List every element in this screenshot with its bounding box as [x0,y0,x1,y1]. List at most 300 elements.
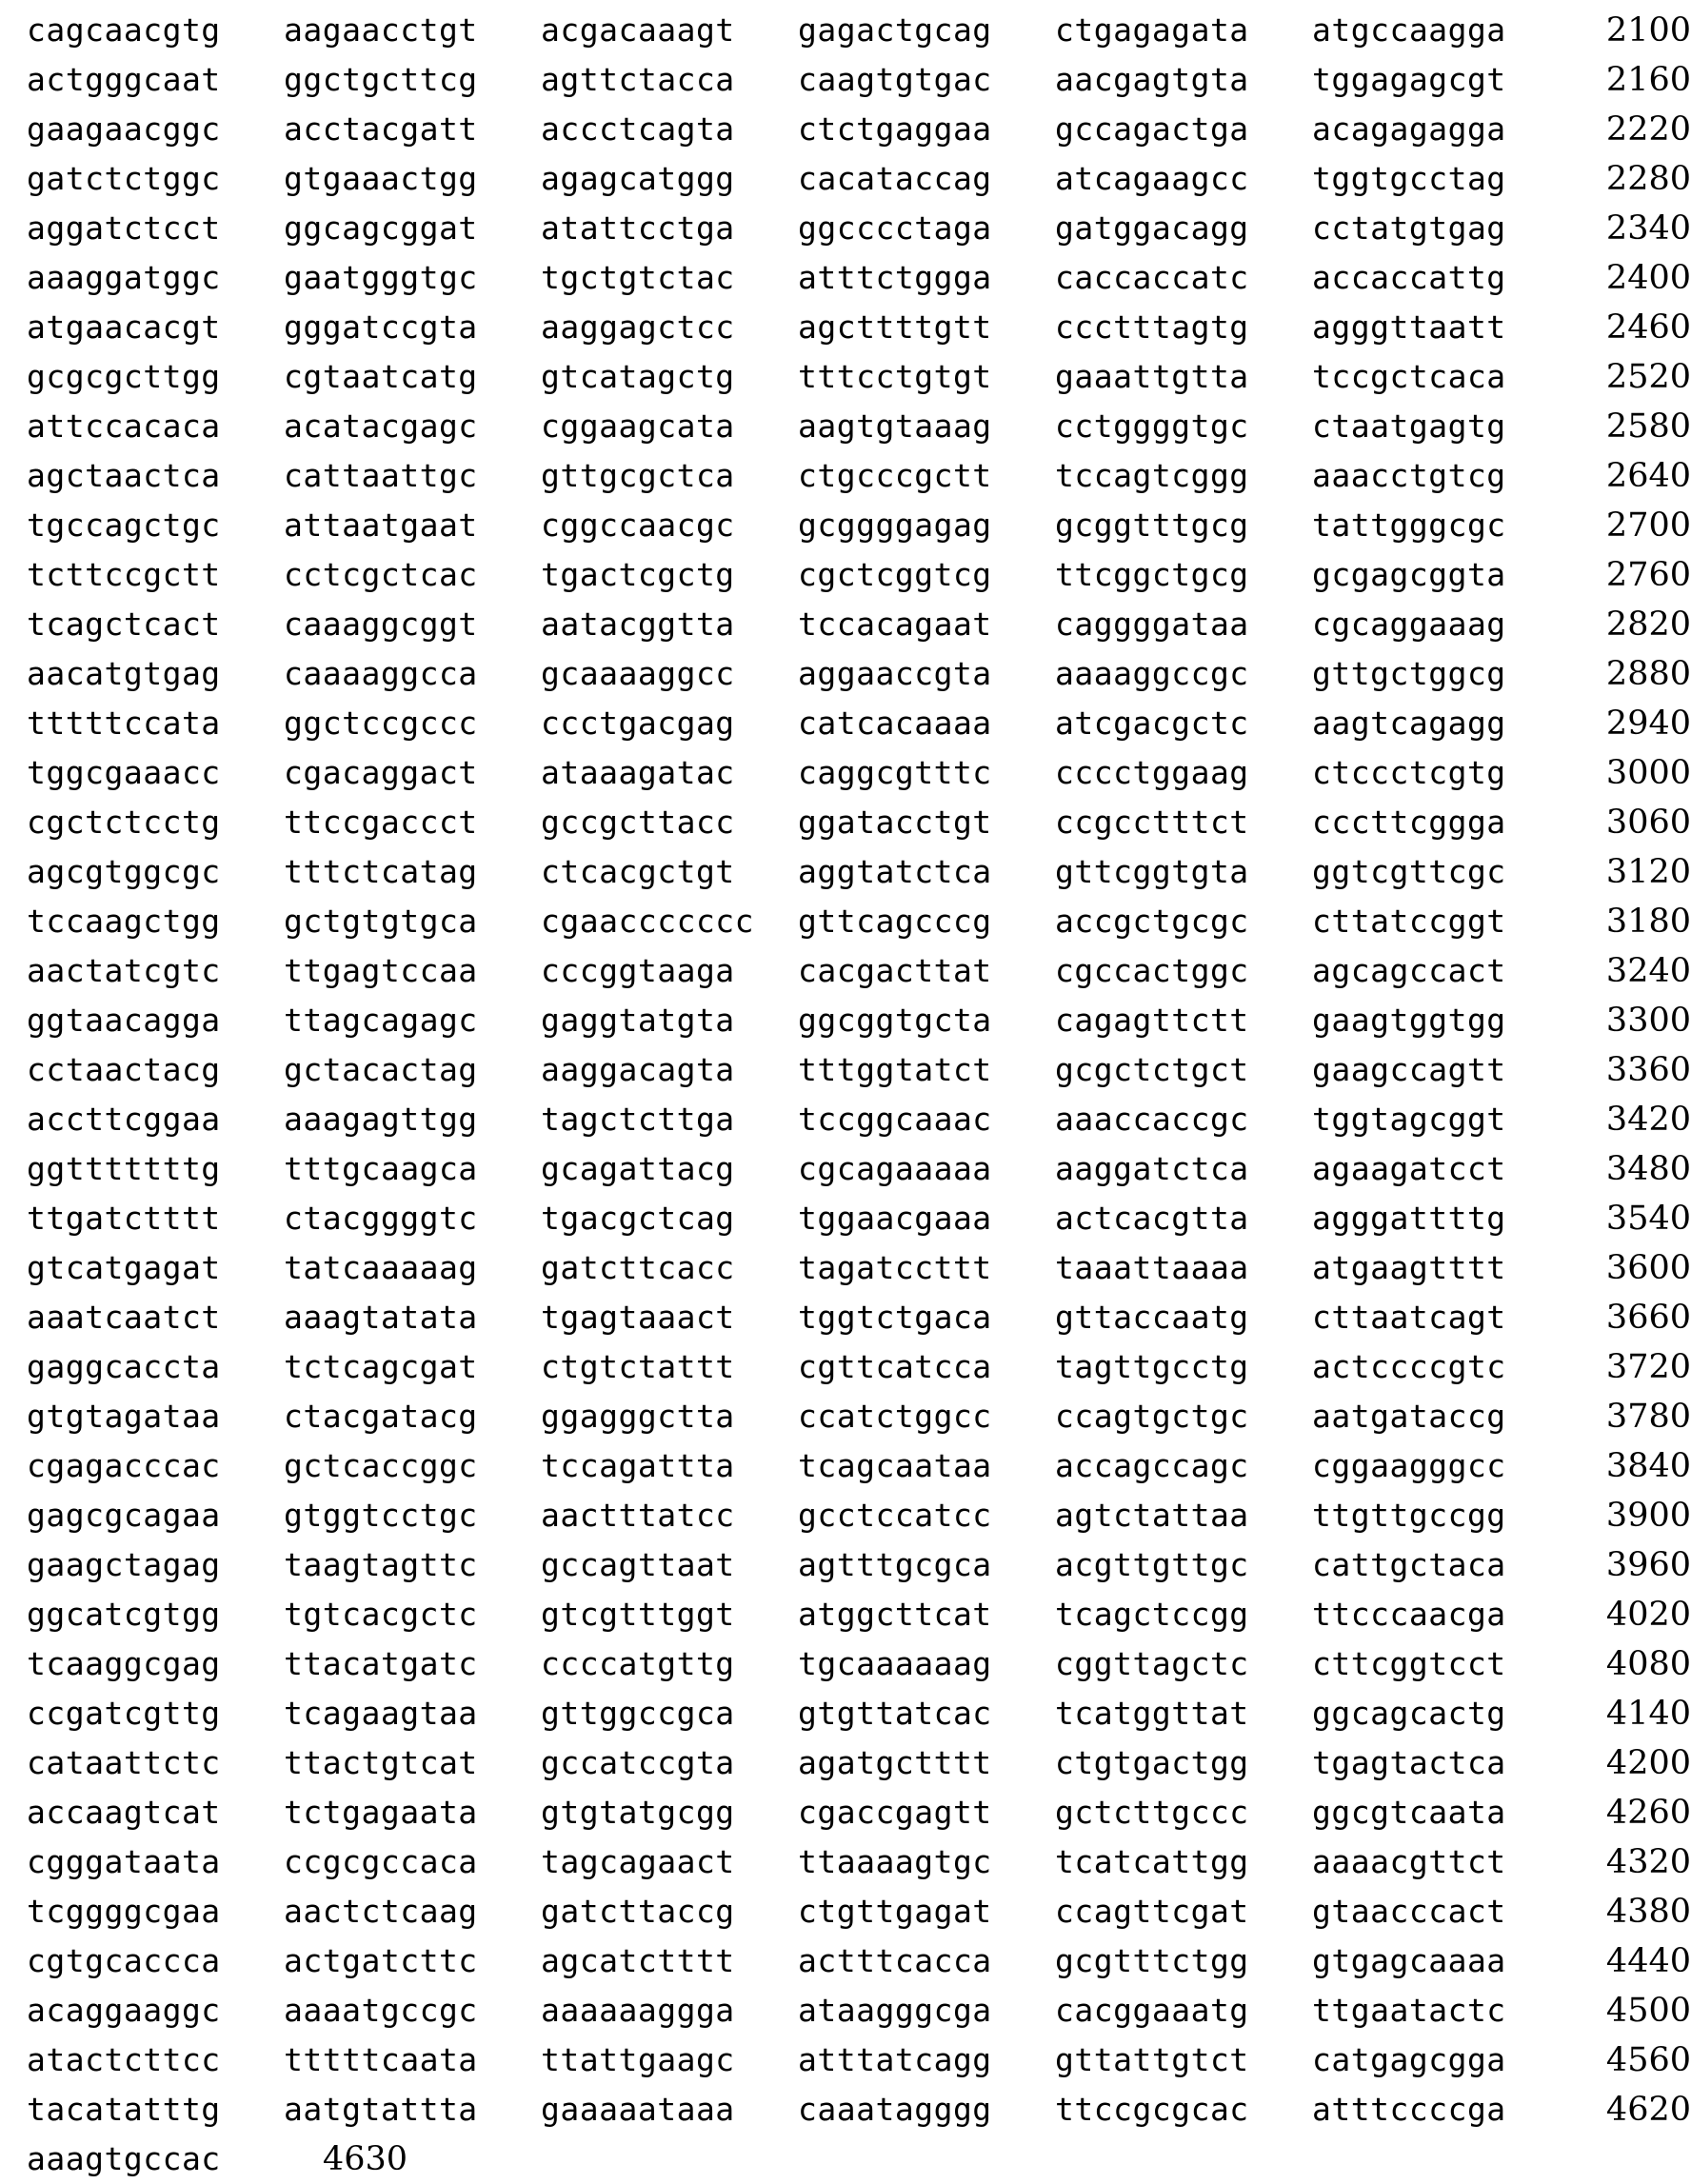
sequence-block: aaaaaaggga [541,1992,735,2029]
sequence-blocks [27,1293,1569,1342]
sequence-block: ctccctcgtg [1312,754,1506,791]
sequence-block: ggatacctgt [798,804,992,841]
sequence-block: gggatccgta [284,308,478,346]
sequence-block: tttctcatag [284,853,478,890]
sequence-coordinate: 4020 [1605,1596,1691,1634]
sequence-block: cctaactacg [27,1051,221,1088]
sequence-block: tggaacgaaa [798,1200,992,1237]
sequence-block: acagagagga [1312,110,1506,148]
sequence-block: cgcagaaaaa [798,1150,992,1187]
sequence-block: tgactcgctg [541,556,735,593]
sequence-block: ggctgcttcg [284,61,478,98]
sequence-block: tccagtcggg [1055,457,1249,494]
sequence-coordinate: 2940 [1605,705,1691,743]
sequence-line [0,303,1691,352]
sequence-block: ggcagcactg [1312,1695,1506,1732]
sequence-coordinate: 2880 [1605,655,1691,693]
sequence-block: tcagcaataa [798,1447,992,1484]
sequence-coordinate: 4440 [1605,1942,1691,1980]
sequence-block: gtcatagctg [541,358,735,395]
sequence-line [0,1689,1691,1738]
sequence-blocks [27,946,1569,996]
sequence-block: aaggatctca [1055,1150,1249,1187]
sequence-block: tgctgtctac [541,259,735,296]
sequence-coordinate: 2640 [1605,457,1691,495]
sequence-blocks [27,1491,1569,1540]
sequence-block: ataaagatac [541,754,735,791]
sequence-block: tagctcttga [541,1101,735,1138]
sequence-block: agctaactca [27,457,221,494]
sequence-block: attccacaca [27,407,221,445]
sequence-block: tggcgaaacc [27,754,221,791]
sequence-coordinate: 4630 [322,2140,408,2178]
sequence-line [0,6,1691,55]
sequence-block: cctatgtgag [1312,209,1506,247]
sequence-block: cctcgctcac [284,556,478,593]
sequence-block: aactctcaag [284,1893,478,1930]
sequence-block: ggtttttttg [27,1150,221,1187]
sequence-coordinate: 4500 [1605,1992,1691,2030]
sequence-block: ggctccgccc [284,705,478,742]
sequence-block: gtgaaactgg [284,160,478,197]
sequence-block: gttaccaatg [1055,1299,1249,1336]
sequence-block: cacgacttat [798,952,992,989]
sequence-block: aacgagtgta [1055,61,1249,98]
sequence-line [0,1441,1691,1491]
sequence-line [0,897,1691,946]
sequence-coordinate: 4260 [1605,1794,1691,1832]
sequence-block: ttagcagagc [284,1002,478,1039]
sequence-line [0,600,1691,649]
sequence-line [0,451,1691,501]
sequence-line [0,1243,1691,1293]
sequence-block: ccctttagtg [1055,308,1249,346]
sequence-block: ttgaatactc [1312,1992,1506,2029]
sequence-block: gtaacccact [1312,1893,1506,1930]
sequence-block: aaaggatggc [27,259,221,296]
sequence-block: tttggtatct [798,1051,992,1088]
sequence-blocks [27,501,1569,550]
sequence-block: accttcggaa [27,1101,221,1138]
sequence-block: actcacgtta [1055,1200,1249,1237]
sequence-block: taagtagttc [284,1546,478,1583]
sequence-block: ccatctggcc [798,1398,992,1435]
sequence-block: ttaaaagtgc [798,1843,992,1880]
sequence-block: tccaagctgg [27,903,221,940]
sequence-block: ttcggctgcg [1055,556,1249,593]
sequence-block: cgccactggc [1055,952,1249,989]
sequence-block: gagcgcagaa [27,1497,221,1534]
sequence-block: cggaagggcc [1312,1447,1506,1484]
sequence-block: agcgtggcgc [27,853,221,890]
sequence-block: agcatctttt [541,1942,735,1979]
sequence-blocks [27,699,1569,748]
sequence-block: caaatagggg [798,2091,992,2128]
sequence-blocks [27,253,1569,303]
sequence-line [0,1887,1691,1936]
sequence-line [0,1590,1691,1639]
sequence-block: catcacaaaa [798,705,992,742]
sequence-block: caaaaggcca [284,655,478,692]
sequence-block: tctgagaata [284,1794,478,1831]
sequence-block: cggccaacgc [541,506,735,544]
sequence-block: gatcttaccg [541,1893,735,1930]
sequence-block: actgatcttc [284,1942,478,1979]
sequence-line [0,402,1691,451]
sequence-block: ctacgatacg [284,1398,478,1435]
sequence-line [0,1639,1691,1689]
sequence-block: ggcagcggat [284,209,478,247]
sequence-block: agcagccact [1312,952,1506,989]
sequence-block: aaagtgccac [27,2140,221,2177]
sequence-block: agcttttgtt [798,308,992,346]
sequence-coordinate: 2100 [1605,11,1691,50]
sequence-block: gcgagcggta [1312,556,1506,593]
sequence-blocks [27,105,1569,154]
sequence-block: gtgtatgcgg [541,1794,735,1831]
sequence-block: gcagattacg [541,1150,735,1187]
sequence-blocks [27,1045,1569,1095]
sequence-block: ataagggcga [798,1992,992,2029]
sequence-block: tcagaagtaa [284,1695,478,1732]
sequence-block: agagcatggg [541,160,735,197]
sequence-line [0,501,1691,550]
sequence-block: taaattaaaa [1055,1249,1249,1286]
sequence-block: gttgctggcg [1312,655,1506,692]
sequence-block: cttaatcagt [1312,1299,1506,1336]
sequence-line [0,798,1691,847]
sequence-block: tgcaaaaaag [798,1645,992,1682]
sequence-line [0,55,1691,105]
sequence-block: gttcagcccg [798,903,992,940]
sequence-block: gatggacagg [1055,209,1249,247]
sequence-coordinate: 3360 [1605,1051,1691,1089]
sequence-block: tcttccgctt [27,556,221,593]
sequence-line [0,1293,1691,1342]
sequence-line [0,1194,1691,1243]
sequence-block: gctgtgtgca [284,903,478,940]
sequence-line [0,649,1691,699]
sequence-block: tcatggttat [1055,1695,1249,1732]
sequence-block: actgggcaat [27,61,221,98]
sequence-block: aaaaggccgc [1055,655,1249,692]
sequence-blocks [27,154,1569,204]
sequence-block: ccgatcgttg [27,1695,221,1732]
sequence-blocks [27,6,1569,55]
sequence-block: agggattttg [1312,1200,1506,1237]
sequence-block: acgacaaagt [541,11,735,49]
sequence-block: gtgttatcac [798,1695,992,1732]
sequence-line [0,996,1691,1045]
sequence-block: caaaggcggt [284,606,478,643]
sequence-blocks [27,451,1569,501]
sequence-coordinate: 3660 [1605,1299,1691,1337]
sequence-blocks [27,847,1569,897]
sequence-coordinate: 3000 [1605,754,1691,792]
sequence-block: atgaacacgt [27,308,221,346]
sequence-block: gttattgtct [1055,2041,1249,2078]
sequence-coordinate: 3900 [1605,1497,1691,1535]
sequence-line [0,847,1691,897]
sequence-block: aaggacagta [541,1051,735,1088]
sequence-block: accctcagta [541,110,735,148]
sequence-block: ggagggctta [541,1398,735,1435]
sequence-block: aagaacctgt [284,11,478,49]
sequence-blocks [27,1738,1569,1788]
sequence-block: gcgctctgct [1055,1051,1249,1088]
sequence-block: atactcttcc [27,2041,221,2078]
sequence-block: cccggtaaga [541,952,735,989]
sequence-block: aagtcagagg [1312,705,1506,742]
sequence-block: ctctgaggaa [798,110,992,148]
sequence-block: tcagctcact [27,606,221,643]
sequence-line [0,2134,1691,2184]
sequence-block: tattgggcgc [1312,506,1506,544]
sequence-line [0,1936,1691,1986]
sequence-block: tttttccata [27,705,221,742]
sequence-block: atattcctga [541,209,735,247]
sequence-block: gccagactga [1055,110,1249,148]
sequence-blocks [27,1392,1569,1441]
sequence-coordinate: 3240 [1605,952,1691,990]
sequence-block: gcaaaaggcc [541,655,735,692]
sequence-coordinate: 2460 [1605,308,1691,347]
sequence-coordinate: 2280 [1605,160,1691,198]
sequence-block: aaagagttgg [284,1101,478,1138]
sequence-block: accaagtcat [27,1794,221,1831]
sequence-blocks [27,1986,1569,2035]
sequence-blocks [27,1540,1569,1590]
sequence-coordinate: 2700 [1605,506,1691,545]
sequence-block: cagcaacgtg [27,11,221,49]
sequence-coordinate: 2220 [1605,110,1691,149]
sequence-block: cgagacccac [27,1447,221,1484]
sequence-blocks [27,2134,284,2184]
sequence-block: cttcggtcct [1312,1645,1506,1682]
sequence-block: atttctggga [798,259,992,296]
sequence-block: cgctcggtcg [798,556,992,593]
sequence-blocks [27,1788,1569,1837]
sequence-block: cagagttctt [1055,1002,1249,1039]
sequence-block: gaggtatgta [541,1002,735,1039]
sequence-block: cgaccgagtt [798,1794,992,1831]
sequence-block: aatgtattta [284,2091,478,2128]
sequence-blocks [27,352,1569,402]
sequence-block: agtttgcgca [798,1546,992,1583]
sequence-coordinate: 3600 [1605,1249,1691,1287]
sequence-block: acgttgttgc [1055,1546,1249,1583]
sequence-block: atgccaagga [1312,11,1506,49]
sequence-block: agggttaatt [1312,308,1506,346]
sequence-block: atttccccga [1312,2091,1506,2128]
sequence-line [0,748,1691,798]
sequence-line [0,1491,1691,1540]
sequence-block: ccccatgttg [541,1645,735,1682]
sequence-block: cccctggaag [1055,754,1249,791]
sequence-coordinate: 3120 [1605,853,1691,891]
sequence-block: catgagcgga [1312,2041,1506,2078]
sequence-blocks [27,1243,1569,1293]
sequence-block: gcggggagag [798,506,992,544]
sequence-block: ttgagtccaa [284,952,478,989]
sequence-block: atttatcagg [798,2041,992,2078]
sequence-block: tggtctgaca [798,1299,992,1336]
sequence-block: tccacagaat [798,606,992,643]
sequence-block: cattaattgc [284,457,478,494]
sequence-block: acaggaaggc [27,1992,221,2029]
sequence-line [0,352,1691,402]
sequence-blocks [27,649,1569,699]
sequence-blocks [27,1441,1569,1491]
sequence-block: tcatcattgg [1055,1843,1249,1880]
sequence-coordinate: 2400 [1605,259,1691,297]
sequence-blocks [27,897,1569,946]
sequence-block: tcagctccgg [1055,1596,1249,1633]
sequence-block: ttactgtcat [284,1744,478,1781]
sequence-block: tttgcaagca [284,1150,478,1187]
sequence-block: agttctacca [541,61,735,98]
sequence-block: ctcacgctgt [541,853,735,890]
sequence-blocks [27,204,1569,253]
sequence-block: tttttcaata [284,2041,478,2078]
sequence-coordinate: 3840 [1605,1447,1691,1485]
sequence-blocks [27,1837,1569,1887]
sequence-block: ctgagagata [1055,11,1249,49]
sequence-block: gtggtcctgc [284,1497,478,1534]
sequence-block: gaaaaataaa [541,2091,735,2128]
sequence-block: gtcatgagat [27,1249,221,1286]
sequence-block: ttccgaccct [284,804,478,841]
sequence-line [0,1342,1691,1392]
sequence-block: gcgcgcttgg [27,358,221,395]
sequence-block: acatacgagc [284,407,478,445]
sequence-block: ggtaacagga [27,1002,221,1039]
sequence-block: cgaaccccccc [541,903,755,940]
sequence-coordinate: 3420 [1605,1101,1691,1139]
sequence-block: tcggggcgaa [27,1893,221,1930]
sequence-block: gttcggtgta [1055,853,1249,890]
sequence-blocks [27,55,1569,105]
sequence-block: aaaatgccgc [284,1992,478,2029]
sequence-block: tccggcaaac [798,1101,992,1138]
sequence-block: caggggataa [1055,606,1249,643]
sequence-coordinate: 2580 [1605,407,1691,446]
sequence-block: cccttcggga [1312,804,1506,841]
sequence-block: cgttcatcca [798,1348,992,1385]
sequence-block: cacataccag [798,160,992,197]
sequence-blocks [27,1342,1569,1392]
sequence-block: atggcttcat [798,1596,992,1633]
sequence-coordinate: 3780 [1605,1398,1691,1436]
sequence-block: gctcttgccc [1055,1794,1249,1831]
sequence-block: ccgcctttct [1055,804,1249,841]
sequence-coordinate: 3720 [1605,1348,1691,1386]
sequence-block: gatcttcacc [541,1249,735,1286]
sequence-block: ccagttcgat [1055,1893,1249,1930]
sequence-line [0,1986,1691,2035]
sequence-block: caccaccatc [1055,259,1249,296]
sequence-block: aaagtatata [284,1299,478,1336]
sequence-coordinate: 4320 [1605,1843,1691,1881]
sequence-block: aactatcgtc [27,952,221,989]
sequence-block: tggtgcctag [1312,160,1506,197]
sequence-block: gcgtttctgg [1055,1942,1249,1979]
sequence-blocks [27,996,1569,1045]
sequence-block: tgacgctcag [541,1200,735,1237]
sequence-coordinate: 2760 [1605,556,1691,594]
sequence-block: gaagtggtgg [1312,1002,1506,1039]
sequence-blocks [27,402,1569,451]
sequence-block: aggtatctca [798,853,992,890]
sequence-block: tgagtaaact [541,1299,735,1336]
sequence-blocks [27,1590,1569,1639]
sequence-block: gaagaacggc [27,110,221,148]
sequence-block: aggaaccgta [798,655,992,692]
sequence-block: ggtcgttcgc [1312,853,1506,890]
sequence-block: cgctctcctg [27,804,221,841]
sequence-coordinate: 3180 [1605,903,1691,941]
sequence-line [0,1392,1691,1441]
sequence-block: gctacactag [284,1051,478,1088]
sequence-block: cgacaggact [284,754,478,791]
sequence-block: aatgataccg [1312,1398,1506,1435]
sequence-blocks [27,1936,1569,1986]
sequence-block: gccatccgta [541,1744,735,1781]
sequence-block: ctgttgagat [798,1893,992,1930]
sequence-block: tttcctgtgt [798,358,992,395]
sequence-line [0,1045,1691,1095]
sequence-blocks [27,1144,1569,1194]
sequence-block: tagttgcctg [1055,1348,1249,1385]
sequence-coordinate: 4620 [1605,2091,1691,2129]
sequence-block: cgggataata [27,1843,221,1880]
sequence-block: cacggaaatg [1055,1992,1249,2029]
sequence-blocks [27,1639,1569,1689]
sequence-blocks [27,748,1569,798]
sequence-blocks [27,1887,1569,1936]
sequence-block: aatacggtta [541,606,735,643]
sequence-block: ttccgcgcac [1055,2091,1249,2128]
sequence-block: ggcgtcaata [1312,1794,1506,1831]
sequence-coordinate: 2820 [1605,606,1691,644]
sequence-block: ctacggggtc [284,1200,478,1237]
sequence-block: cggaagcata [541,407,735,445]
sequence-coordinate: 4140 [1605,1695,1691,1733]
sequence-coordinate: 3060 [1605,804,1691,842]
sequence-block: accagccagc [1055,1447,1249,1484]
sequence-block: ttgttgccgg [1312,1497,1506,1534]
sequence-line [0,1095,1691,1144]
sequence-block: attaatgaat [284,506,478,544]
sequence-block: aaatcaatct [27,1299,221,1336]
sequence-line [0,946,1691,996]
sequence-block: tctcagcgat [284,1348,478,1385]
sequence-line [0,550,1691,600]
sequence-block: ttacatgatc [284,1645,478,1682]
sequence-block: actccccgtc [1312,1348,1506,1385]
sequence-line [0,105,1691,154]
sequence-blocks [27,1194,1569,1243]
sequence-blocks [27,1095,1569,1144]
sequence-block: agtctattaa [1055,1497,1249,1534]
sequence-block: tgccagctgc [27,506,221,544]
sequence-block: tagatccttt [798,1249,992,1286]
sequence-block: gctcaccggc [284,1447,478,1484]
sequence-block: gttggccgca [541,1695,735,1732]
sequence-coordinate: 4080 [1605,1645,1691,1683]
sequence-block: gccgcttacc [541,804,735,841]
sequence-line [0,204,1691,253]
